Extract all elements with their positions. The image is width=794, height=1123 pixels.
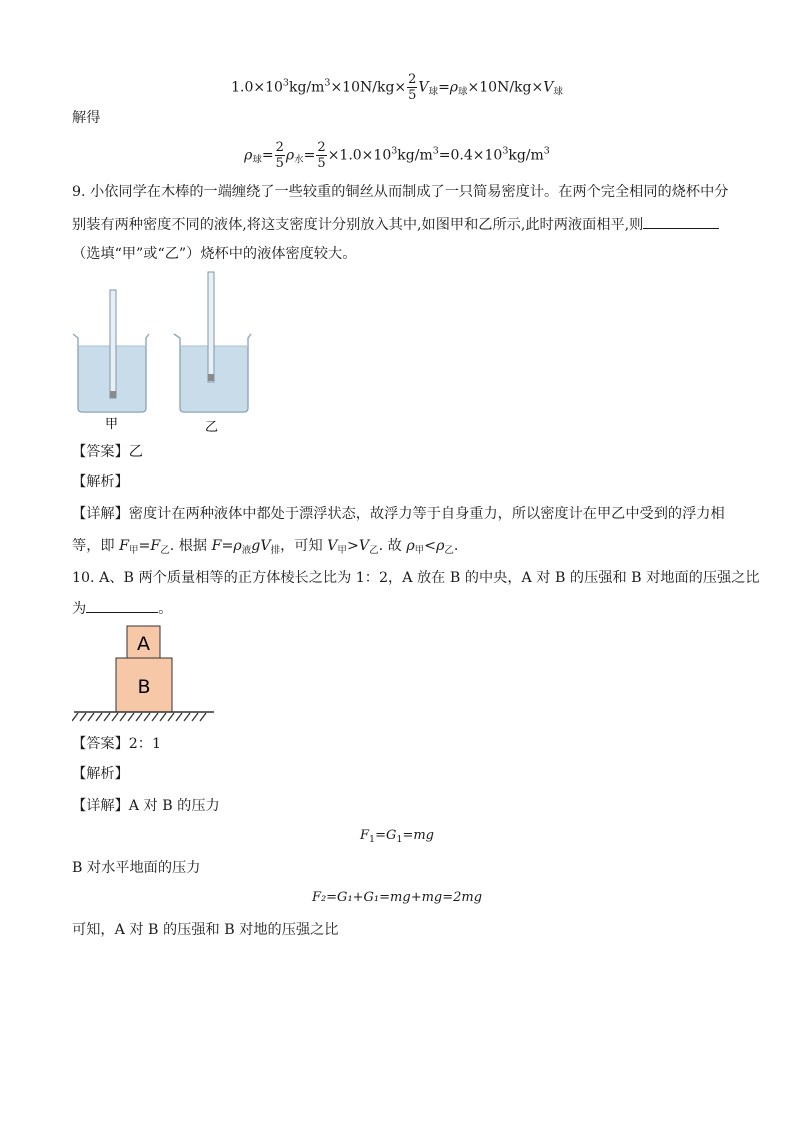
q10-answer: 【答案】2：1 <box>72 736 162 752</box>
hatch-line <box>168 713 174 721</box>
q10-b-ground: B 对水平地面的压力 <box>72 860 201 876</box>
hatch-line <box>160 713 166 721</box>
label-jia: 甲 <box>105 417 119 432</box>
hatch-line <box>112 713 118 721</box>
beakers-figure <box>68 266 268 436</box>
label-yi: 乙 <box>205 420 219 435</box>
hatch-line <box>152 713 158 721</box>
hatch-line <box>96 713 102 721</box>
q10-detail: 【详解】A 对 B 的压力 <box>72 798 220 814</box>
hatch-line <box>192 713 198 721</box>
fraction: $\frac{2}{5}$ <box>408 72 417 103</box>
q10-line-1: 10. A、B 两个质量相等的正方体棱长之比为 1：2，A 放在 B 的中央，A 对 B 的压强和 B 对地面的压强之比 <box>72 570 760 586</box>
hatch-line <box>144 713 150 721</box>
hatch-line <box>104 713 110 721</box>
q10-analysis-tag: 【解析】 <box>72 766 129 782</box>
block-a-label: A <box>137 633 150 655</box>
q10-answer-blank[interactable] <box>86 598 158 613</box>
q9-answer: 【答案】乙 <box>72 444 143 460</box>
q9-detail-line-1: 【详解】密度计在两种液体中都处于漂浮状态，故浮力等于自身重力，所以密度计在甲乙中受到的浮力相 <box>72 506 725 522</box>
hatch-line <box>176 713 182 721</box>
q9-line-3: （选填“甲”或“乙”）烧杯中的液体密度较大。 <box>72 246 357 262</box>
ground-hatching <box>72 713 206 721</box>
q9-analysis-tag: 【解析】 <box>72 474 129 490</box>
block-b-label: B <box>137 676 151 698</box>
hatch-line <box>200 713 206 721</box>
q9-detail-line-2: 等，即 $F_甲=F_乙$. 根据 $F=\rho_液gV_排$，可知 $V_甲>V_乙$. 故 $\rho_甲<\rho_乙$. <box>72 538 459 556</box>
hatch-line <box>184 713 190 721</box>
q10-conclusion: 可知，A 对 B 的压强和 B 对地的压强之比 <box>72 922 339 938</box>
buoyancy-equation: $1.0\times 10^3kg/m^3\times 10N/kg\times$ $\frac{2}{5}$ $V_球=\rho_球\times 10N/kg\times V_球$ <box>231 72 563 103</box>
hatch-line <box>128 713 134 721</box>
q9-answer-blank[interactable] <box>643 214 719 229</box>
fraction: $\frac{2}{5}$ <box>275 140 284 171</box>
hatch-line <box>88 713 94 721</box>
density-equation: $\rho_球=$ $\frac{2}{5}$ $\rho_水=$ $\frac{2}{5}$ $\times 1.0\times 10^3kg/m^3=0.4\times 10^3kg/m^3$ <box>244 140 550 171</box>
beaker-yi <box>174 272 251 412</box>
q10-equation-1: $F_1=G_1=mg$ <box>360 828 434 845</box>
hatch-line <box>72 713 78 721</box>
fraction: $\frac{2}{5}$ <box>317 140 326 171</box>
hatch-line <box>120 713 126 721</box>
q9-line-1: 9. 小依同学在木棒的一端缠绕了一些较重的铜丝从而制成了一只简易密度计。在两个完全相同的烧杯中分 <box>72 184 729 200</box>
hatch-line <box>136 713 142 721</box>
q10-equation-2: F₂=G₁+G₁=mg+mg=2mg <box>311 890 483 905</box>
q9-line-2: 别装有两种密度不同的液体,将这支密度计分别放入其中,如图甲和乙所示,此时两液面相平,则 <box>72 214 719 235</box>
q10-line-2: 为 。 <box>72 598 172 619</box>
solve-label: 解得 <box>72 110 101 126</box>
hatch-line <box>80 713 86 721</box>
blocks-figure <box>72 622 222 726</box>
beaker-jia <box>73 290 149 412</box>
